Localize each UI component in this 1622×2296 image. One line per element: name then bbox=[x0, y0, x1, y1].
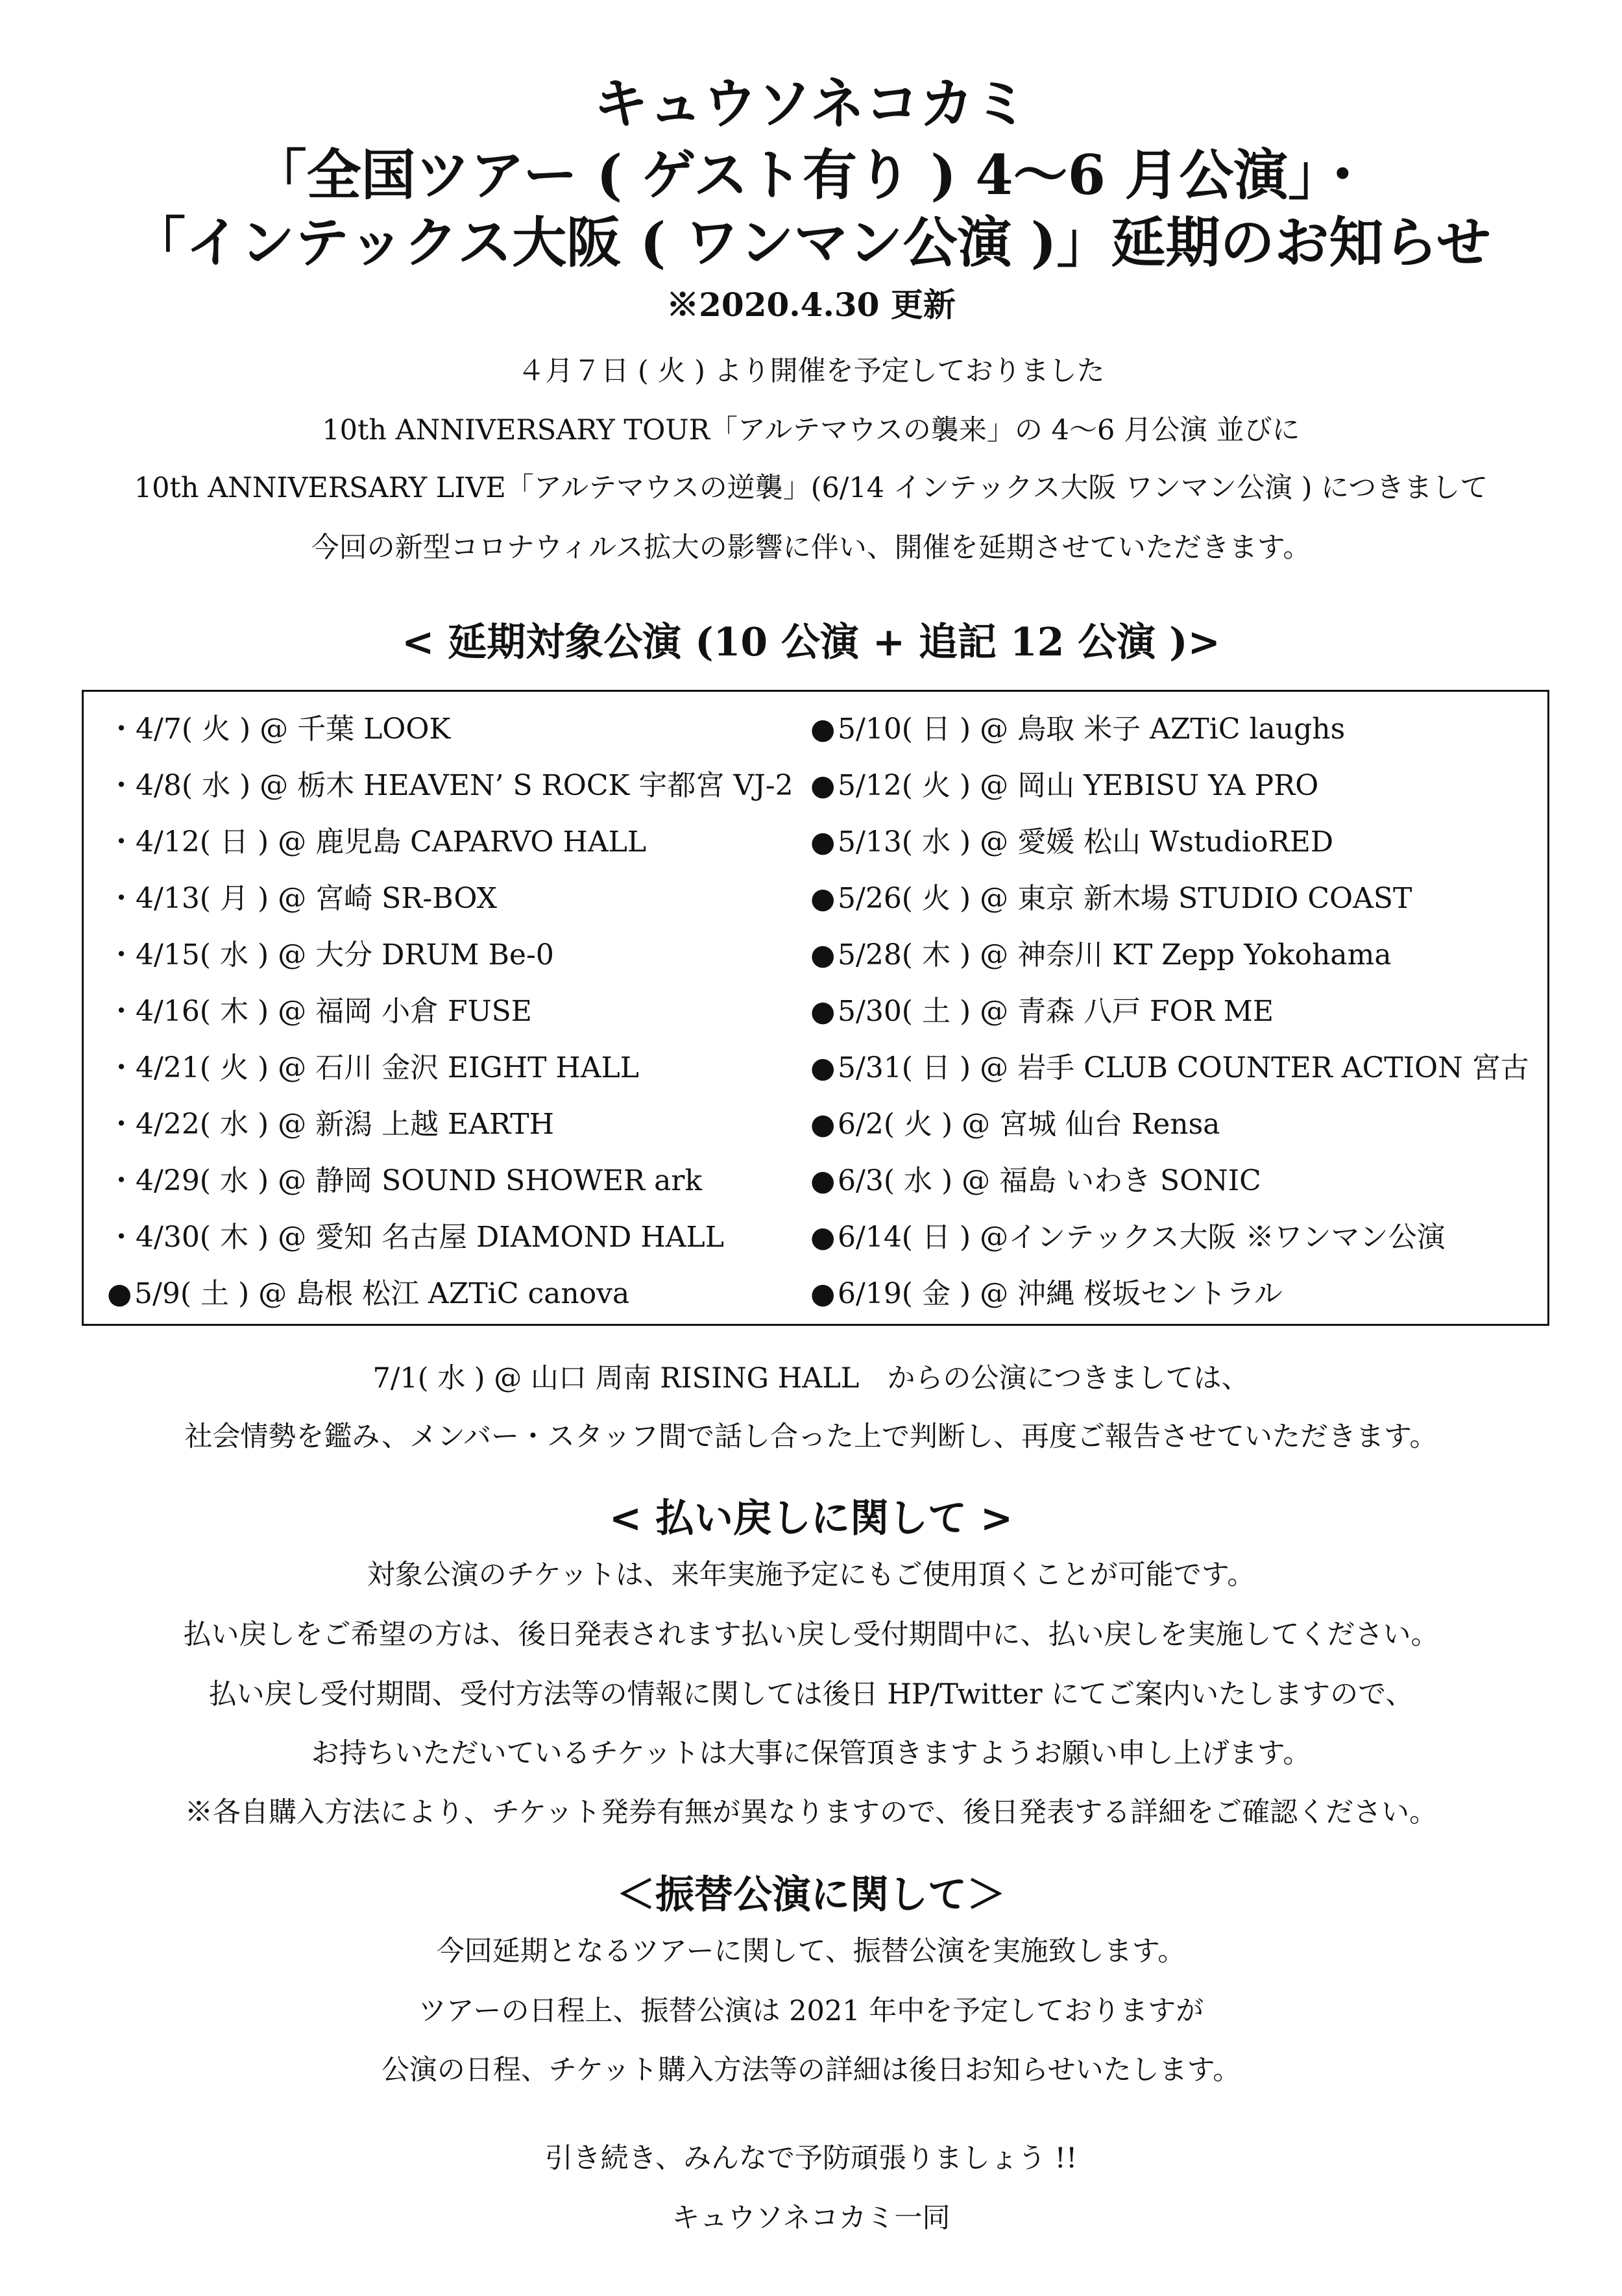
show-item bbox=[107, 769, 793, 825]
show-item bbox=[810, 938, 1529, 995]
show-text: 5/26( 火 ) @ 東京 新木場 STUDIO COAST bbox=[838, 882, 1412, 915]
refund-line-5: ※各自購入方法により、チケット発券有無が異なりますので、後日発表する詳細をご確認ください。 bbox=[184, 1796, 1438, 1829]
bullet-mark: ・ bbox=[107, 882, 136, 915]
title-tour-line: 「全国ツアー ( ゲスト有り ) 4〜6 月公演」・ bbox=[252, 143, 1370, 207]
show-text: 4/13( 月 ) @ 宮崎 SR-BOX bbox=[136, 882, 497, 915]
show-text: 5/9( 土 ) @ 島根 松江 AZTiC canova bbox=[134, 1277, 630, 1310]
refund-line-3: 払い戻し受付期間、受付方法等の情報に関しては後日 HP/Twitter にてご案内いたしますので、 bbox=[208, 1678, 1414, 1711]
show-item bbox=[810, 825, 1529, 882]
show-text: 4/29( 水 ) @ 静岡 SOUND SHOWER ark bbox=[136, 1164, 703, 1197]
bullet-mark: ・ bbox=[107, 1221, 136, 1254]
bullet-mark: ● bbox=[810, 825, 836, 859]
show-text: 4/16( 木 ) @ 福岡 小倉 FUSE bbox=[136, 995, 532, 1028]
signature: キュウソネコカミ一同 bbox=[672, 2202, 950, 2234]
bullet-mark: ● bbox=[810, 938, 836, 971]
show-text: 6/19( 金 ) @ 沖縄 桜坂セントラル bbox=[838, 1277, 1283, 1310]
show-text: 5/13( 水 ) @ 愛媛 松山 WstudioRED bbox=[838, 825, 1334, 859]
refund-line-4: お持ちいただいているチケットは大事に保管頂きますようお願い申し上げます。 bbox=[311, 1737, 1311, 1770]
bullet-mark: ● bbox=[107, 1277, 132, 1310]
updated-date: ※2020.4.30 更新 bbox=[666, 286, 956, 324]
bullet-mark: ● bbox=[810, 882, 836, 915]
bullet-mark: ・ bbox=[107, 938, 136, 971]
intro-line-1: ４月７日 ( 火 ) より開催を予定しておりました bbox=[517, 355, 1105, 387]
show-item bbox=[107, 825, 793, 882]
show-text: 4/15( 水 ) @ 大分 DRUM Be-0 bbox=[136, 938, 554, 971]
show-text: 4/22( 水 ) @ 新潟 上越 EARTH bbox=[136, 1108, 555, 1141]
intro-line-4: 今回の新型コロナウィルス拡大の影響に伴い、開催を延期させていただきます。 bbox=[311, 531, 1311, 564]
bullet-mark: ・ bbox=[107, 1164, 136, 1197]
makeup-line-3: 公演の日程、チケット購入方法等の詳細は後日お知らせいたします。 bbox=[381, 2054, 1241, 2086]
bullet-mark: ● bbox=[810, 713, 836, 746]
show-item bbox=[107, 713, 793, 769]
makeup-line-2: ツアーの日程上、振替公演は 2021 年中を予定しておりますが bbox=[418, 1995, 1204, 2027]
intro-line-2: 10th ANNIVERSARY TOUR「アルテマウスの襲来」の 4〜6 月公演 並びに bbox=[322, 414, 1300, 446]
refund-line-1: 対象公演のチケットは、来年実施予定にもご使用頂くことが可能です。 bbox=[367, 1559, 1255, 1591]
show-text: 4/12( 日 ) @ 鹿児島 CAPARVO HALL bbox=[136, 825, 647, 859]
bullet-mark: ● bbox=[810, 1164, 836, 1197]
show-item bbox=[107, 1277, 793, 1334]
show-item bbox=[107, 995, 793, 1051]
title-notice-line: 「インテックス大阪 ( ワンマン公演 )」延期のお知らせ bbox=[131, 210, 1491, 275]
show-text: 5/12( 火 ) @ 岡山 YEBISU YA PRO bbox=[838, 769, 1319, 802]
show-item bbox=[107, 1108, 793, 1164]
bullet-mark: ● bbox=[810, 1108, 836, 1141]
bullet-mark: ・ bbox=[107, 825, 136, 859]
bullet-mark: ● bbox=[810, 1051, 836, 1084]
show-item bbox=[107, 1221, 793, 1277]
after-box-line-2: 社会情勢を鑑み、メンバー・スタッフ間で話し合った上で判断し、再度ご報告させていただきます。 bbox=[184, 1421, 1438, 1453]
makeup-line-1: 今回延期となるツアーに関して、振替公演を実施致します。 bbox=[436, 1935, 1186, 1968]
show-item bbox=[810, 1221, 1529, 1277]
postponed-heading: < 延期対象公演 (10 公演 + 追記 12 公演 )> bbox=[402, 620, 1220, 665]
show-item bbox=[810, 1108, 1529, 1164]
postponed-shows-box bbox=[82, 690, 1549, 1326]
show-text: 6/3( 水 ) @ 福島 いわき SONIC bbox=[838, 1164, 1261, 1197]
bullet-mark: ・ bbox=[107, 1051, 136, 1084]
show-item bbox=[810, 1277, 1529, 1334]
show-item bbox=[810, 1051, 1529, 1108]
shows-left-column bbox=[107, 713, 793, 1334]
show-text: 4/21( 火 ) @ 石川 金沢 EIGHT HALL bbox=[136, 1051, 639, 1084]
show-text: 4/8( 水 ) @ 栃木 HEAVEN’ S ROCK 宇都宮 VJ-2 bbox=[136, 769, 793, 802]
bullet-mark: ● bbox=[810, 1221, 836, 1254]
show-text: 5/10( 日 ) @ 鳥取 米子 AZTiC laughs bbox=[838, 713, 1346, 746]
bullet-mark: ・ bbox=[107, 995, 136, 1028]
bullet-mark: ● bbox=[810, 1277, 836, 1310]
refund-line-2: 払い戻しをご希望の方は、後日発表されます払い戻し受付期間中に、払い戻しを実施してください。 bbox=[183, 1618, 1439, 1651]
show-item bbox=[107, 1164, 793, 1221]
show-text: 6/14( 日 ) @インテックス大阪 ※ワンマン公演 bbox=[838, 1221, 1446, 1254]
show-item bbox=[810, 769, 1529, 825]
show-text: 5/28( 木 ) @ 神奈川 KT Zepp Yokohama bbox=[838, 938, 1392, 971]
show-item bbox=[107, 938, 793, 995]
show-item bbox=[810, 995, 1529, 1051]
intro-line-3: 10th ANNIVERSARY LIVE「アルテマウスの逆襲」(6/14 インテックス大阪 ワンマン公演 ) につきまして bbox=[134, 472, 1488, 504]
shows-right-column bbox=[810, 713, 1529, 1334]
bullet-mark: ● bbox=[810, 769, 836, 802]
refund-heading: < 払い戻しに関して > bbox=[609, 1496, 1013, 1541]
show-text: 5/30( 土 ) @ 青森 八戸 FOR ME bbox=[838, 995, 1274, 1028]
show-text: 5/31( 日 ) @ 岩手 CLUB COUNTER ACTION 宮古 bbox=[838, 1051, 1529, 1084]
show-item bbox=[810, 713, 1529, 769]
show-text: 6/2( 火 ) @ 宮城 仙台 Rensa bbox=[838, 1108, 1220, 1141]
show-item bbox=[810, 1164, 1529, 1221]
bullet-mark: ● bbox=[810, 995, 836, 1028]
makeup-heading: ＜振替公演に関して＞ bbox=[616, 1872, 1006, 1918]
show-text: 4/30( 木 ) @ 愛知 名古屋 DIAMOND HALL bbox=[136, 1221, 724, 1254]
bullet-mark: ・ bbox=[107, 1108, 136, 1141]
title-band-name: キュウソネコカミ bbox=[593, 71, 1029, 136]
closing-message: 引き続き、みんなで予防頑張りましょう !! bbox=[544, 2142, 1078, 2175]
show-text: 4/7( 火 ) @ 千葉 LOOK bbox=[136, 713, 451, 746]
show-item bbox=[107, 882, 793, 938]
bullet-mark: ・ bbox=[107, 713, 136, 746]
bullet-mark: ・ bbox=[107, 769, 136, 802]
show-item bbox=[107, 1051, 793, 1108]
show-item bbox=[810, 882, 1529, 938]
after-box-line-1: 7/1( 水 ) @ 山口 周南 RISING HALL からの公演につきましては、 bbox=[372, 1362, 1250, 1395]
